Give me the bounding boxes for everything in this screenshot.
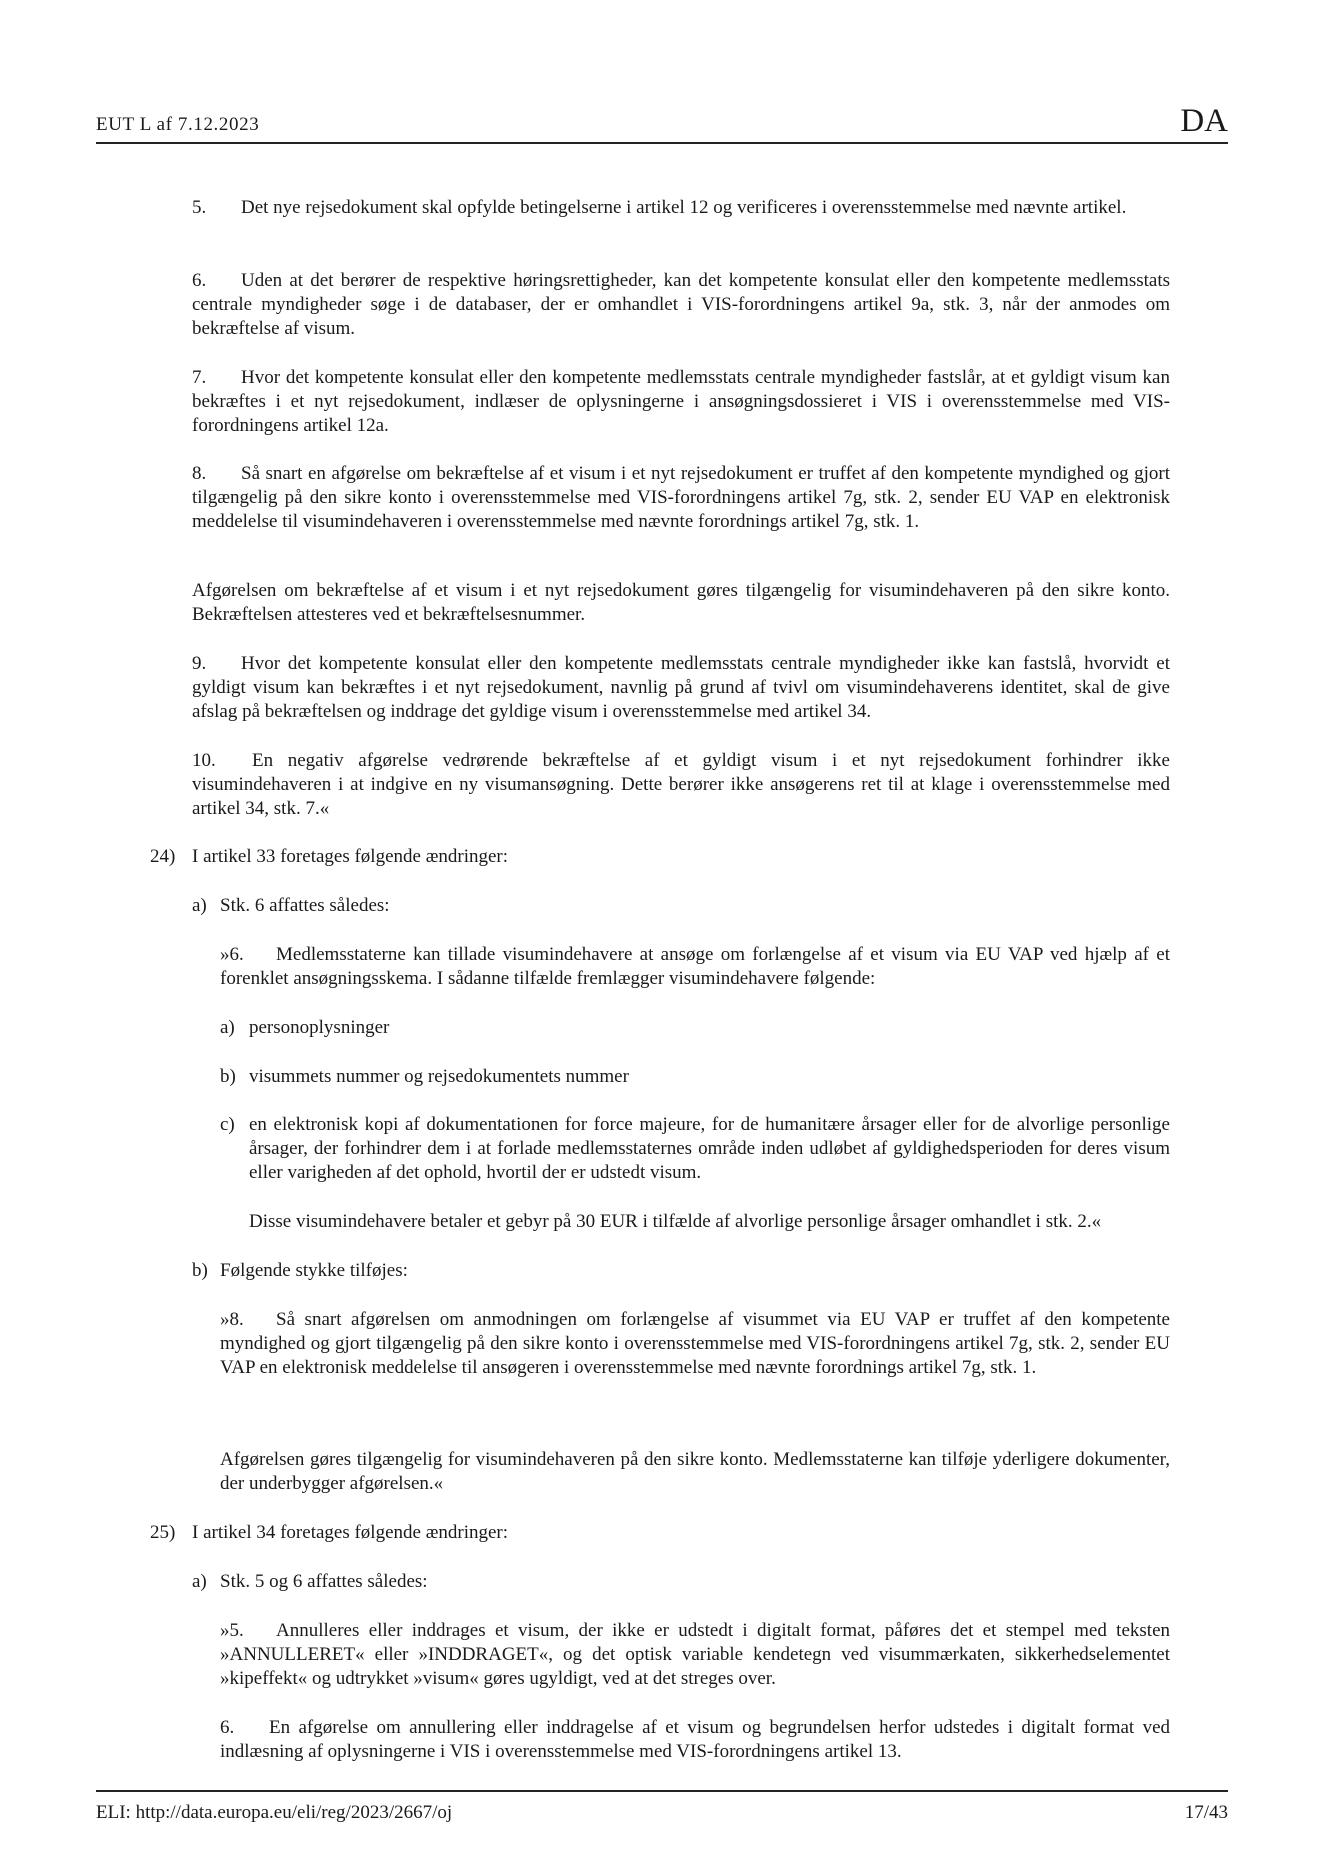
item-marker: a) (192, 895, 207, 916)
item-marker: 25) (150, 1522, 176, 1543)
paragraph-8-continued (192, 579, 1170, 627)
paragraph-text: Hvor det kompetente konsulat eller den kompetente medlemsstats centrale myndigheder fastslår, at et gyldigt visum kan bekræftes i et nyt rejsedokument, indlæser de oplysningerne i ansøgningsdossieret i VIS i overensstemmelse med VIS-forordningens artikel 12a. (192, 367, 1170, 436)
paragraph-text: Disse visumindehavere betaler et gebyr på 30 EUR i tilfælde af alvorlige personlige årsager omhandlet i stk. 2.« (249, 1211, 1102, 1232)
paragraph-7 (192, 366, 1170, 438)
paragraph-number: 8. (192, 463, 207, 484)
quoted-paragraph-8 (220, 1308, 1170, 1380)
paragraph-text: Så snart en afgørelse om bekræftelse af et visum i et nyt rejsedokument er truffet af den kompetente myndighed og gjort tilgængelig på den sikre konto i overensstemmelse med VIS-forordningens artikel 7g, stk. 2, sender EU VAP en elektronisk meddelelse til visumindehaveren i overensstemmelse med nævnte forordnings artikel 7g, stk. 1. (192, 463, 1170, 532)
paragraph-5 (192, 196, 1170, 220)
paragraph-number: »5. (220, 1620, 244, 1641)
item-marker: b) (192, 1260, 208, 1281)
list-item-b (220, 1065, 1170, 1089)
paragraph-text: En negativ afgørelse vedrørende bekræftelse af et gyldigt visum i et nyt rejsedokument forhindrer ikke visumindehaveren i at indgive en ny visumansøgning. Dette berører ikke ansøgerens ret til at klage i overensstemmelse med artikel 34, stk. 7.« (192, 750, 1170, 819)
item-text: personoplysninger (249, 1017, 390, 1038)
page-number: 17/43 (1184, 1802, 1228, 1823)
quoted-paragraph-8-continued (220, 1448, 1170, 1496)
paragraph-9 (192, 652, 1170, 724)
paragraph-number: 6. (192, 270, 207, 291)
paragraph-text: Uden at det berører de respektive høringsrettigheder, kan det kompetente konsulat eller den kompetente medlemsstats centrale myndigheder søge i de databaser, der er omhandlet i VIS-forordningens artikel 9a, stk. 3, når der anmodes om bekræftelse af visum. (192, 270, 1170, 339)
item-text: visummets nummer og rejsedokumentets nummer (249, 1066, 629, 1087)
paragraph-text: Afgørelsen gøres tilgængelig for visumindehaveren på den sikre konto. Medlemsstaterne kan tilføje yderligere dokumenter, der underbygger afgørelsen.« (220, 1449, 1170, 1494)
item-text: Stk. 5 og 6 affattes således: (220, 1571, 428, 1592)
list-item-a (220, 1016, 1170, 1040)
item-text: I artikel 33 foretages følgende ændringer: (192, 846, 509, 867)
paragraph-number: »8. (220, 1309, 244, 1330)
paragraph-number: 6. (220, 1717, 235, 1738)
item-marker: c) (220, 1114, 235, 1135)
paragraph-number: 7. (192, 367, 207, 388)
paragraph-text: Afgørelsen om bekræftelse af et visum i et nyt rejsedokument gøres tilgængelig for visumindehaveren på den sikre konto. Bekræftelsen attesteres ved et bekræftelsesnummer. (192, 580, 1170, 625)
item-marker: a) (220, 1017, 235, 1038)
paragraph-10 (192, 749, 1170, 821)
amendment-item-24 (150, 845, 1170, 869)
item-text: I artikel 34 foretages følgende ændringer: (192, 1522, 509, 1543)
quoted-paragraph-6 (220, 943, 1170, 991)
paragraph-text: Hvor det kompetente konsulat eller den kompetente medlemsstats centrale myndigheder ikke kan fastslå, hvorvidt et gyldigt visum kan bekræftes i et nyt rejsedokument, navnlig på grund af tvivl om visumindehaverens identitet, skal de give afslag på bekræftelsen og inddrage det gyldige visum i overensstemmelse med artikel 34. (192, 653, 1170, 722)
eli-link[interactable]: ELI: http://data.europa.eu/eli/reg/2023/2667/oj (96, 1802, 453, 1823)
item-text: en elektronisk kopi af dokumentationen for force majeure, for de humanitære årsager eller for de alvorlige personlige årsager, der forhindrer dem i at forlade medlemsstaternes område inden udløbet af gyldighedsperioden for deres visum eller varigheden af det ophold, hvortil der er udstedt visum. (249, 1114, 1170, 1183)
paragraph-number: 10. (192, 750, 216, 771)
paragraph-text: Så snart afgørelsen om anmodningen om forlængelse af visummet via EU VAP er truffet af den kompetente myndighed og gjort tilgængelig på den sikre konto i overensstemmelse med VIS-forordningens artikel 7g, stk. 2, sender EU VAP en elektronisk meddelelse til ansøgeren i overensstemmelse med nævnte forordnings artikel 7g, stk. 1. (220, 1309, 1170, 1378)
quoted-paragraph-6b (220, 1716, 1170, 1764)
paragraph-text: Medlemsstaterne kan tillade visumindehavere at ansøge om forlængelse af et visum via EU VAP ved hjælp af et forenklet ansøgningsskema. I sådanne tilfælde fremlægger visumindehavere følgende: (220, 944, 1170, 989)
language-code: DA (1180, 103, 1228, 139)
item-text: Følgende stykke tilføjes: (220, 1260, 408, 1281)
amendment-25-sub-a (192, 1570, 1170, 1594)
paragraph-6 (192, 269, 1170, 341)
paragraph-number: »6. (220, 944, 244, 965)
item-marker: 24) (150, 846, 176, 867)
paragraph-text: Annulleres eller inddrages et visum, der ikke er udstedt i digitalt format, påføres det et stempel med teksten »ANNULLERET« eller »INDDRAGET«, og det optisk variable kendetegn ved visummærkaten, sikkerhedselementet »kipeffekt« og udtrykket »visum« gøres ugyldigt, ved at det streges over. (220, 1620, 1170, 1689)
list-item-c (220, 1113, 1170, 1185)
paragraph-text: Det nye rejsedokument skal opfylde betingelserne i artikel 12 og verificeres i overensstemmelse med nævnte artikel. (241, 197, 1127, 218)
quoted-paragraph-5 (220, 1619, 1170, 1691)
item-text: Stk. 6 affattes således: (220, 895, 390, 916)
fee-paragraph (249, 1210, 1170, 1234)
paragraph-number: 5. (192, 197, 207, 218)
amendment-sub-a (192, 894, 1170, 918)
page-header (96, 96, 1228, 144)
item-marker: a) (192, 1571, 207, 1592)
paragraph-8 (192, 462, 1170, 534)
amendment-item-25 (150, 1521, 1170, 1545)
page-footer (96, 1790, 1228, 1823)
journal-reference: EUT L af 7.12.2023 (96, 114, 260, 135)
paragraph-text: En afgørelse om annullering eller inddragelse af et visum og begrundelsen herfor udstedes i digitalt format ved indlæsning af oplysningerne i VIS i overensstemmelse med VIS-forordningens artikel 13. (220, 1717, 1170, 1762)
paragraph-number: 9. (192, 653, 207, 674)
amendment-sub-b (192, 1259, 1170, 1283)
item-marker: b) (220, 1066, 236, 1087)
